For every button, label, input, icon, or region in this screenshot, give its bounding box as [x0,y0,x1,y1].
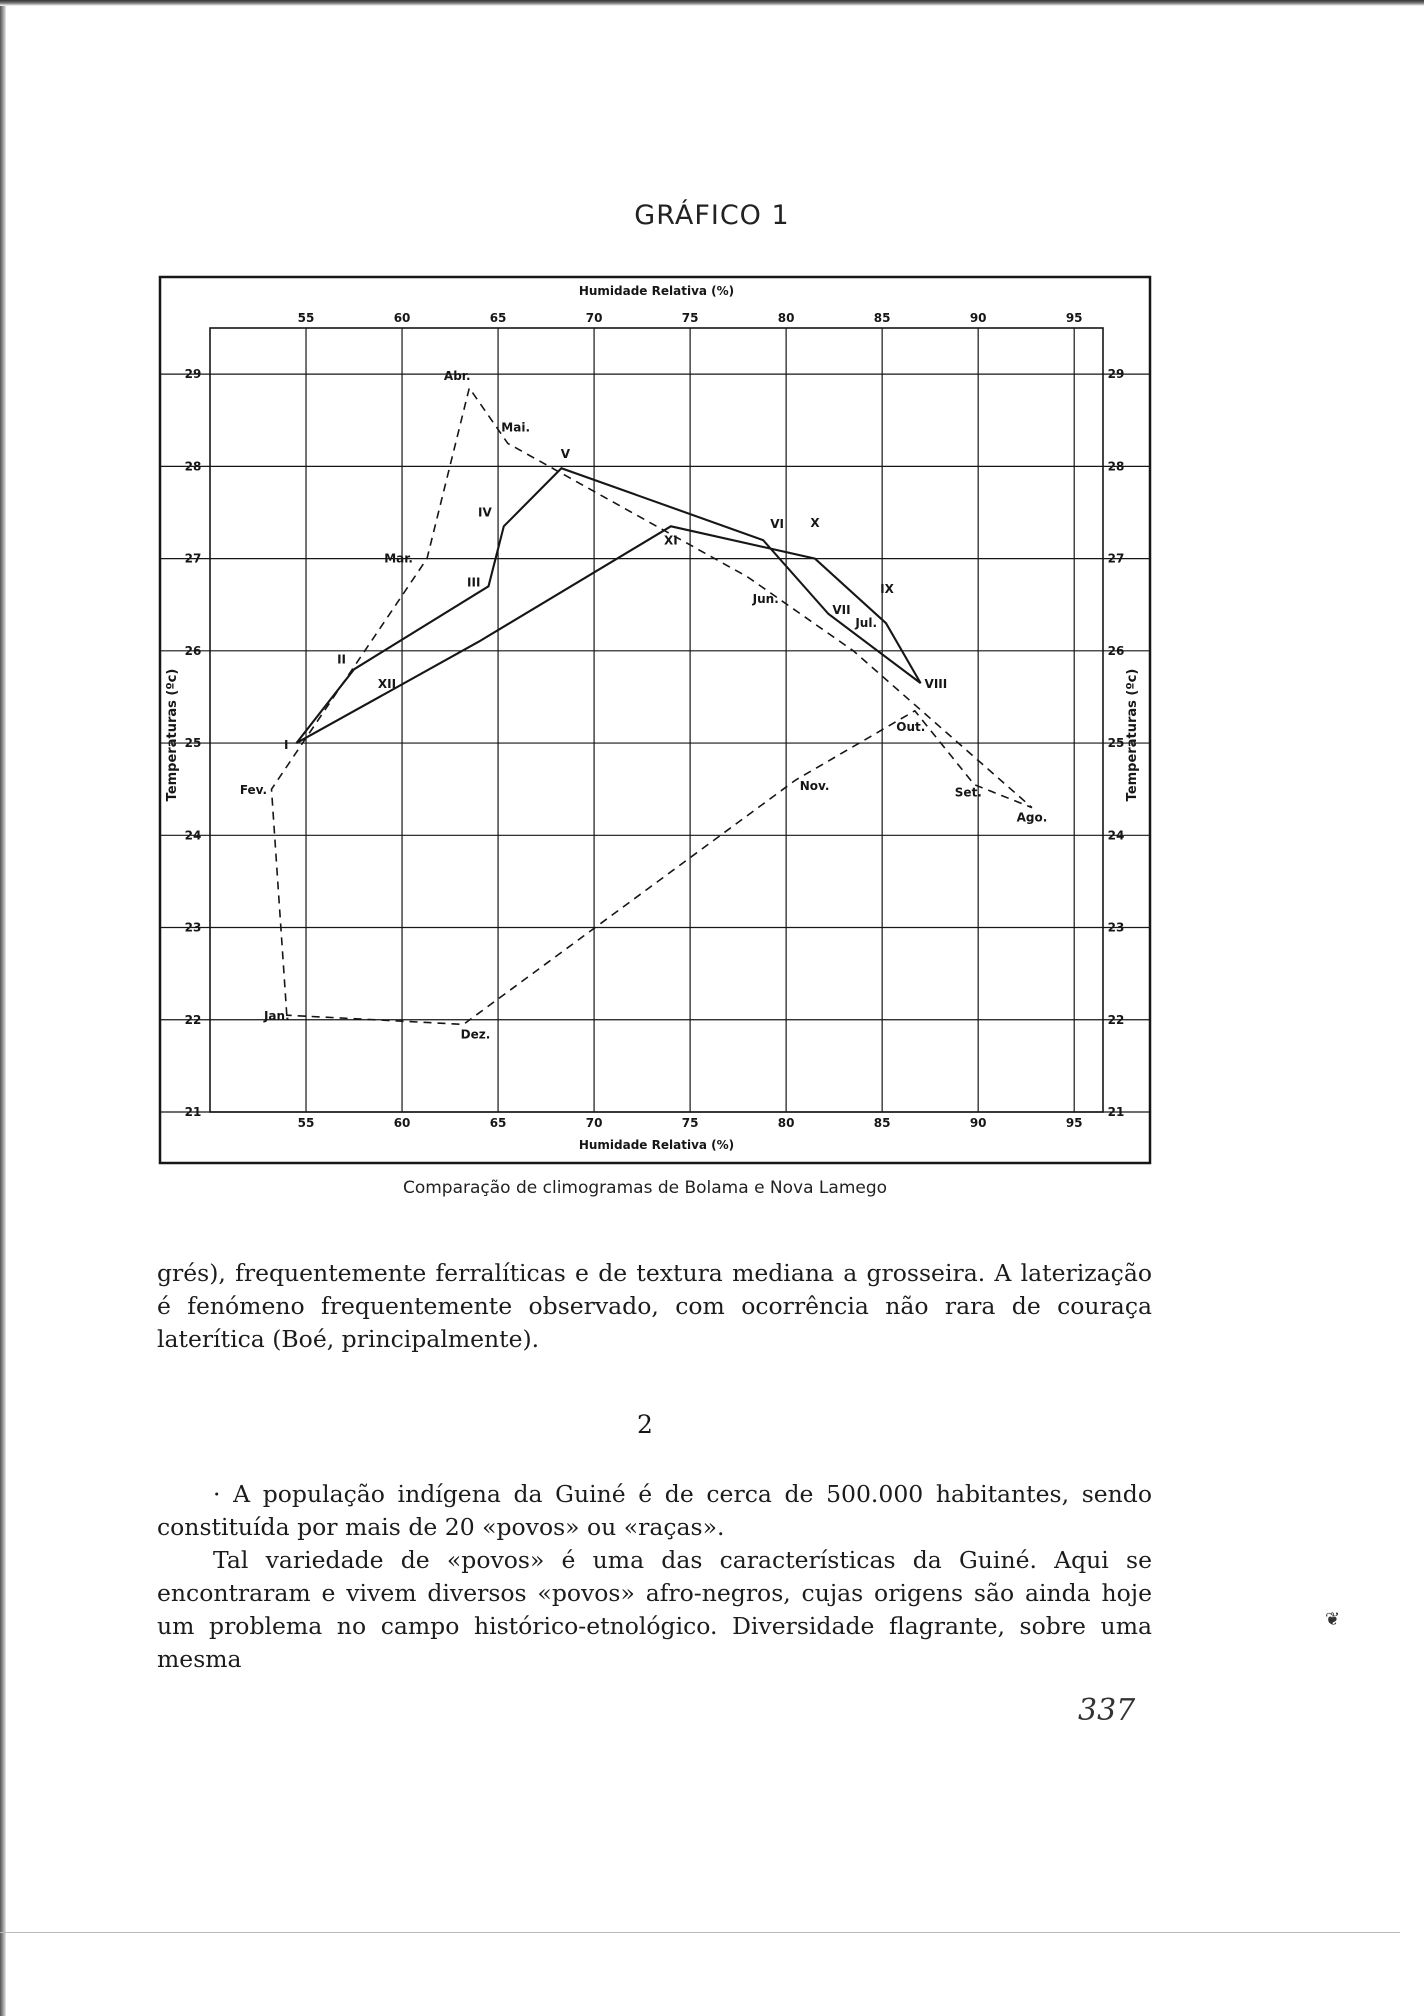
ink-speck: ❦ [1325,1609,1341,1630]
data-point-label: Jul. [855,615,878,630]
page-number: 337 [1078,1693,1136,1728]
x-axis-title-bottom: Humidade Relativa (%) [578,1138,735,1152]
y-tick-label-right: 22 [1107,1012,1125,1027]
x-tick-label-bottom: 75 [681,1116,699,1130]
y-tick-label-left: 26 [184,643,202,658]
data-point-label: VI [770,517,784,532]
x-axis-title-top: Humidade Relativa (%) [578,284,735,298]
data-point-label: Ago. [1016,810,1048,825]
data-point-label: Out. [896,719,926,734]
data-point-label: Abr. [443,368,471,383]
data-point-label: VII [832,602,851,617]
data-point-label: Nov. [799,778,830,793]
series-line-nova-lamego [272,388,1032,1024]
y-tick-label-right: 28 [1107,459,1125,474]
y-tick-label-right: 26 [1107,643,1125,658]
paragraph-text: grés), frequentemente ferralíticas e de textura mediana a grosseira. A laterização é fenómeno frequentemente observado, com ocorrência não rara de couraça laterítica (Boé, principalmente). [157,1259,1152,1353]
data-point-label: X [810,516,820,530]
x-tick-label-top: 80 [777,311,795,325]
y-tick-label-right: 21 [1107,1105,1125,1119]
data-point-label: II [337,652,347,667]
paragraph-text: Tal variedade de «povos» é uma das características da Guiné. Aqui se encontraram e vivem diversos «povos» afro-negros, cujas origens são ainda hoje um problema no campo histórico-etnológico. Diversidade flagrante, sobre uma mesma [157,1546,1152,1673]
data-point-label: IX [880,582,894,596]
x-tick-label-bottom: 90 [969,1116,987,1130]
y-tick-label-left: 25 [184,736,202,751]
y-tick-label-left: 27 [184,551,202,566]
x-tick-label-top: 55 [297,311,315,325]
data-point-label: III [467,575,481,590]
paragraph-text: · A população indígena da Guiné é de cerca de 500.000 habitantes, sendo constituída por mais de 20 «povos» ou «raças». [157,1480,1152,1541]
x-tick-label-top: 90 [969,311,987,325]
y-tick-label-left: 29 [184,367,202,382]
data-point-label: V [560,447,571,462]
y-tick-label-left: 24 [184,828,202,843]
y-tick-label-left: 22 [184,1012,202,1027]
data-point-label: Dez. [460,1027,491,1042]
x-tick-label-top: 95 [1065,311,1083,325]
data-point-label: Jan. [263,1009,290,1024]
footer-rule [0,1932,1400,1933]
chart-outer-frame [160,277,1150,1163]
data-point-label: IV [478,505,492,520]
data-point-label: Mar. [384,551,414,566]
x-tick-label-bottom: 70 [585,1116,603,1130]
y-tick-label-right: 29 [1107,367,1125,382]
data-point-label: I [283,738,289,753]
x-tick-label-top: 75 [681,311,699,325]
y-axis-title-right: Temperaturas (ºc) [1125,668,1140,802]
section-number: 2 [637,1410,653,1439]
y-tick-label-left: 23 [184,920,202,935]
y-tick-label-left: 28 [184,459,202,474]
x-tick-label-top: 85 [873,311,891,325]
body-paragraph-1 [157,1257,1152,1356]
figure-heading: GRÁFICO 1 [634,200,790,231]
y-axis-title-left: Temperaturas (ºc) [165,668,180,802]
data-point-label: XI [664,533,678,548]
y-tick-label-right: 25 [1107,736,1125,751]
x-tick-label-top: 65 [489,311,507,325]
data-point-label: VIII [924,677,948,692]
y-tick-label-right: 23 [1107,920,1125,935]
data-point-label: Mai. [501,420,531,435]
x-tick-label-bottom: 95 [1065,1116,1083,1130]
figure-caption: Comparação de climogramas de Bolama e Nova Lamego [402,1178,888,1198]
x-tick-label-bottom: 55 [297,1116,315,1130]
x-tick-label-top: 60 [393,311,411,325]
x-tick-label-bottom: 65 [489,1116,507,1130]
y-tick-label-right: 27 [1107,551,1125,566]
data-point-label: Set. [954,785,982,800]
chart-plot-frame [210,328,1103,1112]
body-paragraphs-2 [157,1478,1152,1676]
y-tick-label-left: 21 [184,1105,202,1119]
data-point-label: Jun. [752,592,779,607]
y-tick-label-right: 24 [1107,828,1125,843]
x-tick-label-bottom: 85 [873,1116,891,1130]
series-line-bolama [296,468,920,743]
x-tick-label-bottom: 80 [777,1116,795,1130]
data-point-label: Fev. [239,783,268,798]
x-tick-label-top: 70 [585,311,603,325]
x-tick-label-bottom: 60 [393,1116,411,1130]
data-point-label: XII [377,677,397,691]
